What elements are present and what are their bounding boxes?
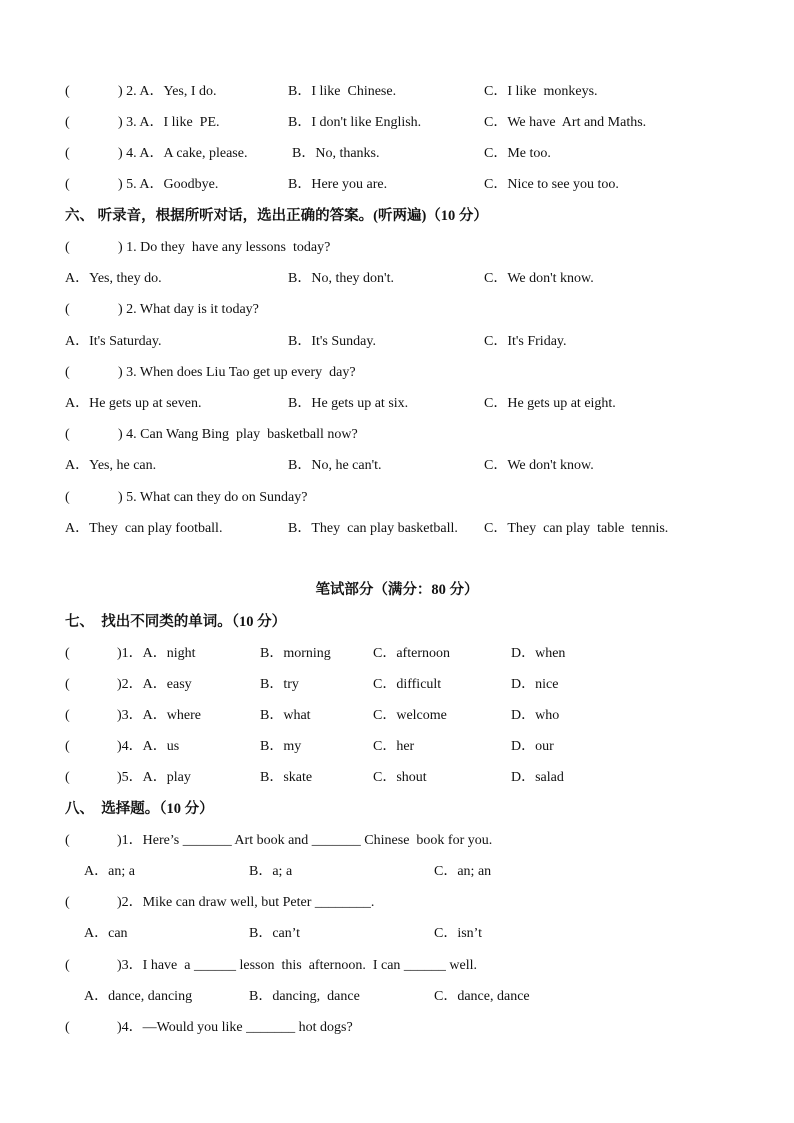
section8-heading: 八、 选择题。（10 分） [65, 801, 214, 817]
section6-question-4 [0, 425, 794, 445]
question-text: )3．I have a ______ lesson this afternoon. I can ______ well. [117, 958, 478, 973]
part1-item-5 [0, 175, 794, 195]
option-c: C．Nice to see you too. [484, 177, 619, 192]
option-c: C．an; an [434, 864, 492, 879]
option-b: B．No, they don't. [288, 271, 394, 286]
question-text: ) 5. What can they do on Sunday? [118, 490, 308, 505]
question-text: ) 2. What day is it today? [118, 302, 259, 317]
answer-paren: ( [65, 84, 70, 99]
option-a: A．It's Saturday. [65, 334, 162, 349]
section7-item-2 [0, 675, 794, 695]
option-b: B．a; a [249, 864, 293, 879]
section6-heading: 六、 听录音，根据所听对话，选出正确的答案。(听两遍)（10 分） [65, 208, 488, 224]
part1-item-4 [0, 144, 794, 164]
option-b: B．No, thanks. [292, 146, 380, 161]
answer-paren: ( [65, 365, 70, 380]
section6-options-4 [0, 456, 794, 476]
option-b: B．They can play basketball. [288, 521, 458, 536]
section8-question-2 [0, 893, 794, 913]
option-a: A．can [84, 926, 128, 941]
section6-question-2 [0, 300, 794, 320]
option-a: ) 4. A．A cake, please. [118, 146, 248, 161]
question-text: ) 3. When does Liu Tao get up every day? [118, 365, 356, 380]
section6-question-5 [0, 488, 794, 508]
section6-question-3 [0, 363, 794, 383]
answer-paren: ( [65, 427, 70, 442]
option-b: B．what [260, 708, 311, 723]
section8-options-1 [0, 862, 794, 882]
option-c: C．welcome [373, 708, 447, 723]
question-text: ) 1. Do they have any lessons today? [118, 240, 331, 255]
option-a: ) 3. A．I like PE. [118, 115, 220, 130]
option-c: C．isn’t [434, 926, 482, 941]
section8-question-4 [0, 1018, 794, 1038]
section7-item-5 [0, 768, 794, 788]
question-text: )4．—Would you like _______ hot dogs? [117, 1020, 353, 1035]
answer-paren: ( [65, 895, 70, 910]
option-c: C．afternoon [373, 646, 450, 661]
option-a: )2．A．easy [117, 677, 192, 692]
part1-item-3 [0, 113, 794, 133]
answer-paren: ( [65, 302, 70, 317]
option-a: A．an; a [84, 864, 135, 879]
option-a: )1．A．night [117, 646, 196, 661]
answer-paren: ( [65, 490, 70, 505]
option-c: C．It's Friday. [484, 334, 567, 349]
option-c: C．We have Art and Maths. [484, 115, 647, 130]
answer-paren: ( [65, 646, 70, 661]
section7-item-4 [0, 737, 794, 757]
option-b: B．I don't like English. [288, 115, 422, 130]
option-a: A．dance, dancing [84, 989, 193, 1004]
section7-heading: 七、 找出不同类的单词。（10 分） [65, 614, 287, 630]
section6-options-5 [0, 519, 794, 539]
section8-options-2 [0, 924, 794, 944]
option-b: B．It's Sunday. [288, 334, 376, 349]
option-c: C．They can play table tennis. [484, 521, 669, 536]
option-b: B．He gets up at six. [288, 396, 409, 411]
option-c: C．I like monkeys. [484, 84, 598, 99]
option-c: C．We don't know. [484, 271, 594, 286]
section6-options-1 [0, 269, 794, 289]
option-d: D．salad [511, 770, 564, 785]
section6-options-2 [0, 332, 794, 352]
option-c: C．dance, dance [434, 989, 530, 1004]
option-d: D．nice [511, 677, 559, 692]
option-c: C．Me too. [484, 146, 551, 161]
part1-item-2 [0, 82, 794, 102]
option-c: C．difficult [373, 677, 442, 692]
question-text: ) 4. Can Wang Bing play basketball now? [118, 427, 358, 442]
answer-paren: ( [65, 1020, 70, 1035]
option-a: ) 2. A．Yes, I do. [118, 84, 217, 99]
written-part-heading: 笔试部分（满分：80 分） [315, 582, 479, 598]
option-b: B．Here you are. [288, 177, 388, 192]
option-d: D．when [511, 646, 566, 661]
option-a: )5．A．play [117, 770, 191, 785]
option-a: )4．A．us [117, 739, 180, 754]
section7-item-3 [0, 706, 794, 726]
section8-options-3 [0, 987, 794, 1007]
question-text: )2．Mike can draw well, but Peter ________. [117, 895, 375, 910]
question-text: )1．Here’s _______ Art book and _______ Chinese book for you. [117, 833, 493, 848]
option-b: B．my [260, 739, 302, 754]
answer-paren: ( [65, 146, 70, 161]
section6-question-1 [0, 238, 794, 258]
answer-paren: ( [65, 708, 70, 723]
option-a: ) 5. A．Goodbye. [118, 177, 219, 192]
option-d: D．who [511, 708, 560, 723]
answer-paren: ( [65, 770, 70, 785]
option-b: B．I like Chinese. [288, 84, 397, 99]
option-d: D．our [511, 739, 554, 754]
option-a: )3．A．where [117, 708, 201, 723]
option-b: B．can’t [249, 926, 301, 941]
option-a: A．Yes, they do. [65, 271, 162, 286]
option-c: C．her [373, 739, 415, 754]
section6-options-3 [0, 394, 794, 414]
option-b: B．try [260, 677, 299, 692]
option-c: C．We don't know. [484, 458, 594, 473]
answer-paren: ( [65, 677, 70, 692]
option-c: C．shout [373, 770, 427, 785]
section7-item-1 [0, 644, 794, 664]
option-a: A．He gets up at seven. [65, 396, 202, 411]
answer-paren: ( [65, 833, 70, 848]
option-a: A．They can play football. [65, 521, 223, 536]
option-c: C．He gets up at eight. [484, 396, 616, 411]
option-b: B．dancing, dance [249, 989, 360, 1004]
option-b: B．skate [260, 770, 313, 785]
answer-paren: ( [65, 739, 70, 754]
answer-paren: ( [65, 958, 70, 973]
option-b: B．morning [260, 646, 331, 661]
answer-paren: ( [65, 115, 70, 130]
section8-question-1 [0, 831, 794, 851]
answer-paren: ( [65, 177, 70, 192]
answer-paren: ( [65, 240, 70, 255]
section8-question-3 [0, 956, 794, 976]
option-b: B．No, he can't. [288, 458, 382, 473]
option-a: A．Yes, he can. [65, 458, 157, 473]
